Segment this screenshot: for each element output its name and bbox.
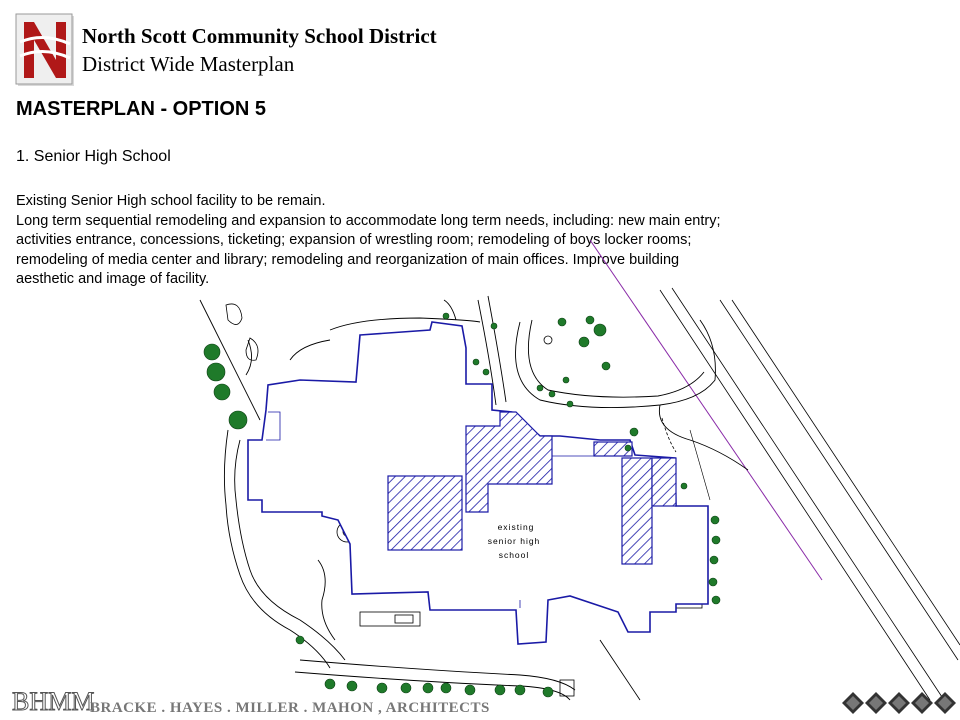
bhmm-logo bbox=[12, 687, 95, 716]
diamond-arrow-icon[interactable] bbox=[934, 692, 956, 714]
district-name: North Scott Community School District bbox=[82, 24, 437, 48]
navigation-arrows[interactable] bbox=[840, 690, 958, 716]
diamond-arrow-icon[interactable] bbox=[842, 692, 864, 714]
bhmm-logo-text: BHMM bbox=[12, 687, 95, 716]
description-line: Existing Senior High school facility to be remain. bbox=[16, 193, 326, 209]
diamond-arrow-icon[interactable] bbox=[865, 692, 887, 714]
description-line: Long term sequential remodeling and expansion to accommodate long term needs, including: new main entry; bbox=[16, 212, 721, 229]
slide-title: MASTERPLAN - OPTION 5 bbox=[16, 98, 267, 120]
section-heading: 1. Senior High School bbox=[16, 148, 171, 165]
label-line-2: senior high bbox=[487, 536, 541, 546]
document-subtitle: District Wide Masterplan bbox=[82, 52, 295, 76]
description-line: remodeling of media center and library; remodeling and reorganization of main offices. Improve building bbox=[16, 251, 680, 268]
description-line: aesthetic and image of facility. bbox=[16, 271, 210, 287]
diamond-arrow-icon[interactable] bbox=[911, 692, 933, 714]
firm-name: BRACKE . HAYES . MILLER . MAHON , ARCHITECTS bbox=[90, 700, 490, 716]
diamond-arrow-icon[interactable] bbox=[888, 692, 910, 714]
label-line-3: school bbox=[498, 550, 530, 560]
description-line: activities entrance, concessions, ticketing; expansion of wrestling room; remodeling of boys locker rooms; bbox=[16, 232, 692, 248]
label-line-1: existing bbox=[497, 522, 535, 532]
